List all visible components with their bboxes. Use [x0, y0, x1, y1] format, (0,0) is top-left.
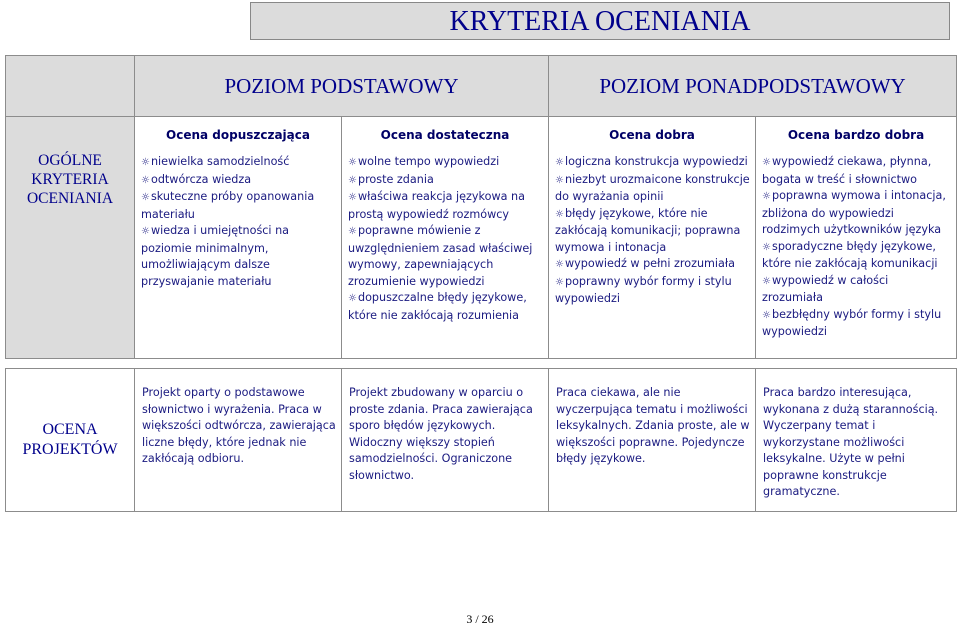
criterion-item	[555, 206, 751, 257]
criterion-item	[762, 188, 952, 239]
grade-cell	[756, 117, 957, 359]
projects-label: OCENA PROJEKTÓW	[6, 369, 135, 512]
level-advanced: POZIOM PONADPODSTAWOWY	[549, 56, 957, 117]
projects-row	[6, 369, 957, 512]
sun-icon: ☼	[141, 192, 150, 203]
criterion-text: niezbyt urozmaicone konstrukcje do wyrażania opinii	[555, 172, 750, 203]
grade-heading: Ocena dopuszczająca	[166, 128, 310, 142]
criteria-row	[6, 117, 957, 359]
criterion-item	[348, 189, 544, 223]
criterion-item	[762, 273, 952, 307]
criterion-text: wiedza i umiejętności na poziomie minimalnym, umożliwiającym dalsze przyswajanie materiału	[141, 224, 290, 288]
criterion-item	[555, 172, 751, 206]
sun-icon: ☼	[348, 174, 357, 186]
grade-cell	[135, 117, 342, 359]
grade-items	[549, 154, 755, 308]
criterion-item	[141, 223, 337, 290]
criterion-text: proste zdania	[357, 172, 434, 186]
grade-cell	[549, 117, 756, 359]
page-title: KRYTERIA OCENIANIA	[250, 2, 950, 40]
criterion-text: odtwórcza wiedza	[150, 172, 252, 186]
sun-icon: ☼	[348, 157, 357, 168]
project-cell: Projekt zbudowany w oparciu o proste zdania. Praca zawierająca sporo błędów językowych. Widoczny większy stopień samodzielności. Ograniczone słownictwo.	[342, 369, 549, 512]
grade-items	[135, 154, 341, 290]
sun-icon: ☼	[141, 174, 150, 186]
spacer-row	[6, 359, 957, 369]
sun-icon: ☼	[141, 157, 150, 168]
criterion-item	[141, 154, 337, 172]
sun-icon: ☼	[348, 293, 357, 304]
grade-items	[756, 154, 956, 341]
sun-icon: ☼	[555, 157, 564, 168]
sun-icon: ☼	[348, 192, 357, 203]
corner-cell	[6, 56, 135, 117]
criterion-item	[141, 189, 337, 223]
criterion-text: wypowiedź w całości zrozumiała	[762, 273, 889, 304]
criterion-text: wypowiedź ciekawa, płynna, bogata w treść i słownictwo	[762, 155, 932, 186]
page-number: 3 / 26	[466, 612, 494, 626]
criterion-text: niewielka samodzielność	[150, 155, 290, 168]
level-row	[6, 56, 957, 117]
criterion-item	[348, 154, 544, 172]
sun-icon: ☼	[762, 157, 771, 168]
criterion-item	[141, 172, 337, 190]
criteria-label: OGÓLNE KRYTERIA OCENIANIA	[6, 117, 135, 359]
level-basic: POZIOM PODSTAWOWY	[135, 56, 549, 117]
sun-icon: ☼	[762, 191, 771, 202]
project-cell: Praca ciekawa, ale nie wyczerpująca tematu i możliwości leksykalnych. Zdania proste, ale w większości poprawne. Pojedyncze błędy językowe.	[549, 369, 756, 512]
criterion-item	[555, 154, 751, 172]
sun-icon: ☼	[762, 241, 771, 253]
sun-icon: ☼	[555, 259, 564, 270]
criterion-text: bezbłędny wybór formy i stylu wypowiedzi	[762, 307, 942, 338]
sun-icon: ☼	[555, 174, 564, 186]
grade-items	[342, 154, 548, 324]
criterion-item	[762, 239, 952, 273]
grade-heading: Ocena bardzo dobra	[787, 128, 925, 142]
grade-heading: Ocena dobra	[609, 128, 695, 142]
criterion-text: logiczna konstrukcja wypowiedzi	[564, 155, 748, 168]
criterion-text: wolne tempo wypowiedzi	[357, 155, 500, 168]
criterion-text: błędy językowe, które nie zakłócają komunikacji; poprawna wymowa i intonacja	[555, 206, 741, 254]
criterion-item	[348, 172, 544, 190]
criterion-item	[348, 223, 544, 290]
criterion-item	[555, 274, 751, 308]
criterion-text: sporadyczne błędy językowe, które nie zakłócają komunikacji	[762, 239, 938, 270]
criterion-item	[348, 290, 544, 324]
sun-icon: ☼	[141, 226, 150, 237]
criterion-text: poprawne mówienie z uwzględnieniem zasad właściwej wymowy, zapewniających zrozumienie wypowiedzi	[348, 224, 533, 288]
grade-cell	[342, 117, 549, 359]
criterion-item	[555, 256, 751, 274]
criterion-item	[762, 154, 952, 188]
criterion-text: poprawny wybór formy i stylu wypowiedzi	[555, 274, 732, 305]
sun-icon: ☼	[762, 275, 771, 287]
sun-icon: ☼	[348, 226, 357, 237]
project-cell: Projekt oparty o podstawowe słownictwo i wyrażenia. Praca w większości odtwórcza, zawierająca liczne błędy, które jednak nie zakłócają odbioru.	[135, 369, 342, 512]
criterion-item	[762, 307, 952, 341]
sun-icon: ☼	[555, 208, 564, 220]
grade-heading: Ocena dostateczna	[380, 128, 510, 142]
criterion-text: wypowiedź w pełni zrozumiała	[564, 257, 735, 270]
criteria-table	[5, 55, 957, 512]
sun-icon: ☼	[555, 276, 564, 288]
criterion-text: skuteczne próby opanowania materiału	[141, 190, 315, 221]
sun-icon: ☼	[762, 309, 771, 321]
criterion-text: właściwa reakcja językowa na prostą wypowiedź rozmówcy	[348, 190, 525, 221]
criterion-text: dopuszczalne błędy językowe, które nie zakłócają rozumienia	[348, 291, 527, 322]
project-cell: Praca bardzo interesująca, wykonana z dużą starannością. Wyczerpany temat i wykorzystane możliwości leksykalne. Użyte w pełni poprawne konstrukcje gramatyczne.	[756, 369, 957, 512]
criterion-text: poprawna wymowa i intonacja, zbliżona do wypowiedzi rodzimych użytkowników języka	[762, 189, 946, 236]
